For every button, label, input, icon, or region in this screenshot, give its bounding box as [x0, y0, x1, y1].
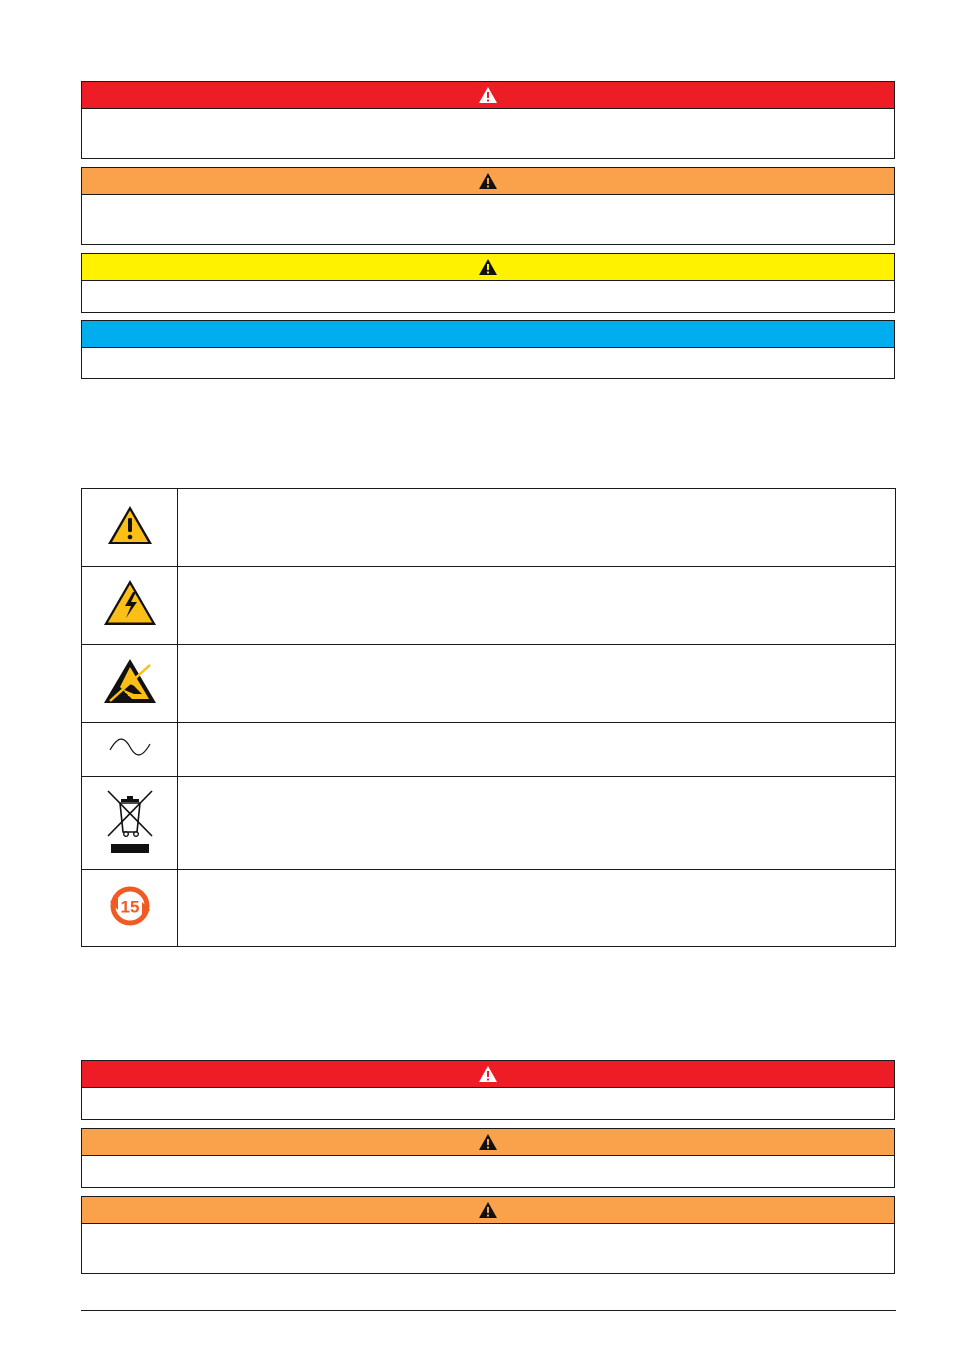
alternating-current-icon: [108, 738, 152, 761]
notice-box: [81, 320, 895, 379]
label-row: [82, 870, 895, 946]
warning-triangle-icon: [478, 172, 498, 190]
label-row: [82, 777, 895, 870]
label-row: [82, 723, 895, 777]
label-description: [178, 723, 895, 776]
notice-header-bar: [82, 321, 894, 348]
label-description: [178, 489, 895, 566]
warning-triangle-icon: [478, 1065, 498, 1083]
caution-header-bar: [82, 254, 894, 281]
electrical-shock-hazard-icon: [102, 578, 158, 633]
epup-15-year-label: 15: [120, 897, 139, 916]
footer-divider: [81, 1310, 896, 1311]
label-description: [178, 777, 895, 869]
danger-notice-box: [81, 81, 895, 159]
label-row: [82, 567, 895, 645]
danger-header-bar: [82, 82, 894, 109]
label-description: [178, 870, 895, 946]
warning-header-bar: [82, 168, 894, 195]
label-description: [178, 567, 895, 644]
warning-notice-box: [81, 1128, 895, 1188]
general-warning-triangle-icon: [106, 504, 154, 551]
warning-triangle-icon: [478, 1133, 498, 1151]
warning-header-bar: [82, 1197, 894, 1224]
warning-notice-box: [81, 1196, 895, 1274]
label-description: [178, 645, 895, 722]
epup-15-year-icon: [106, 884, 154, 933]
warning-notice-box: [81, 167, 895, 245]
label-row: [82, 645, 895, 723]
caution-notice-box: [81, 253, 895, 313]
danger-notice-box: [81, 1060, 895, 1120]
warning-triangle-icon: [478, 86, 498, 104]
label-row: [82, 489, 895, 567]
precautionary-labels-table: [81, 488, 896, 947]
warning-triangle-icon: [478, 1201, 498, 1219]
danger-header-bar: [82, 1061, 894, 1088]
warning-triangle-icon: [478, 258, 498, 276]
weee-crossed-bin-icon: [105, 788, 155, 859]
warning-header-bar: [82, 1129, 894, 1156]
electrostatic-discharge-icon: [102, 657, 158, 710]
